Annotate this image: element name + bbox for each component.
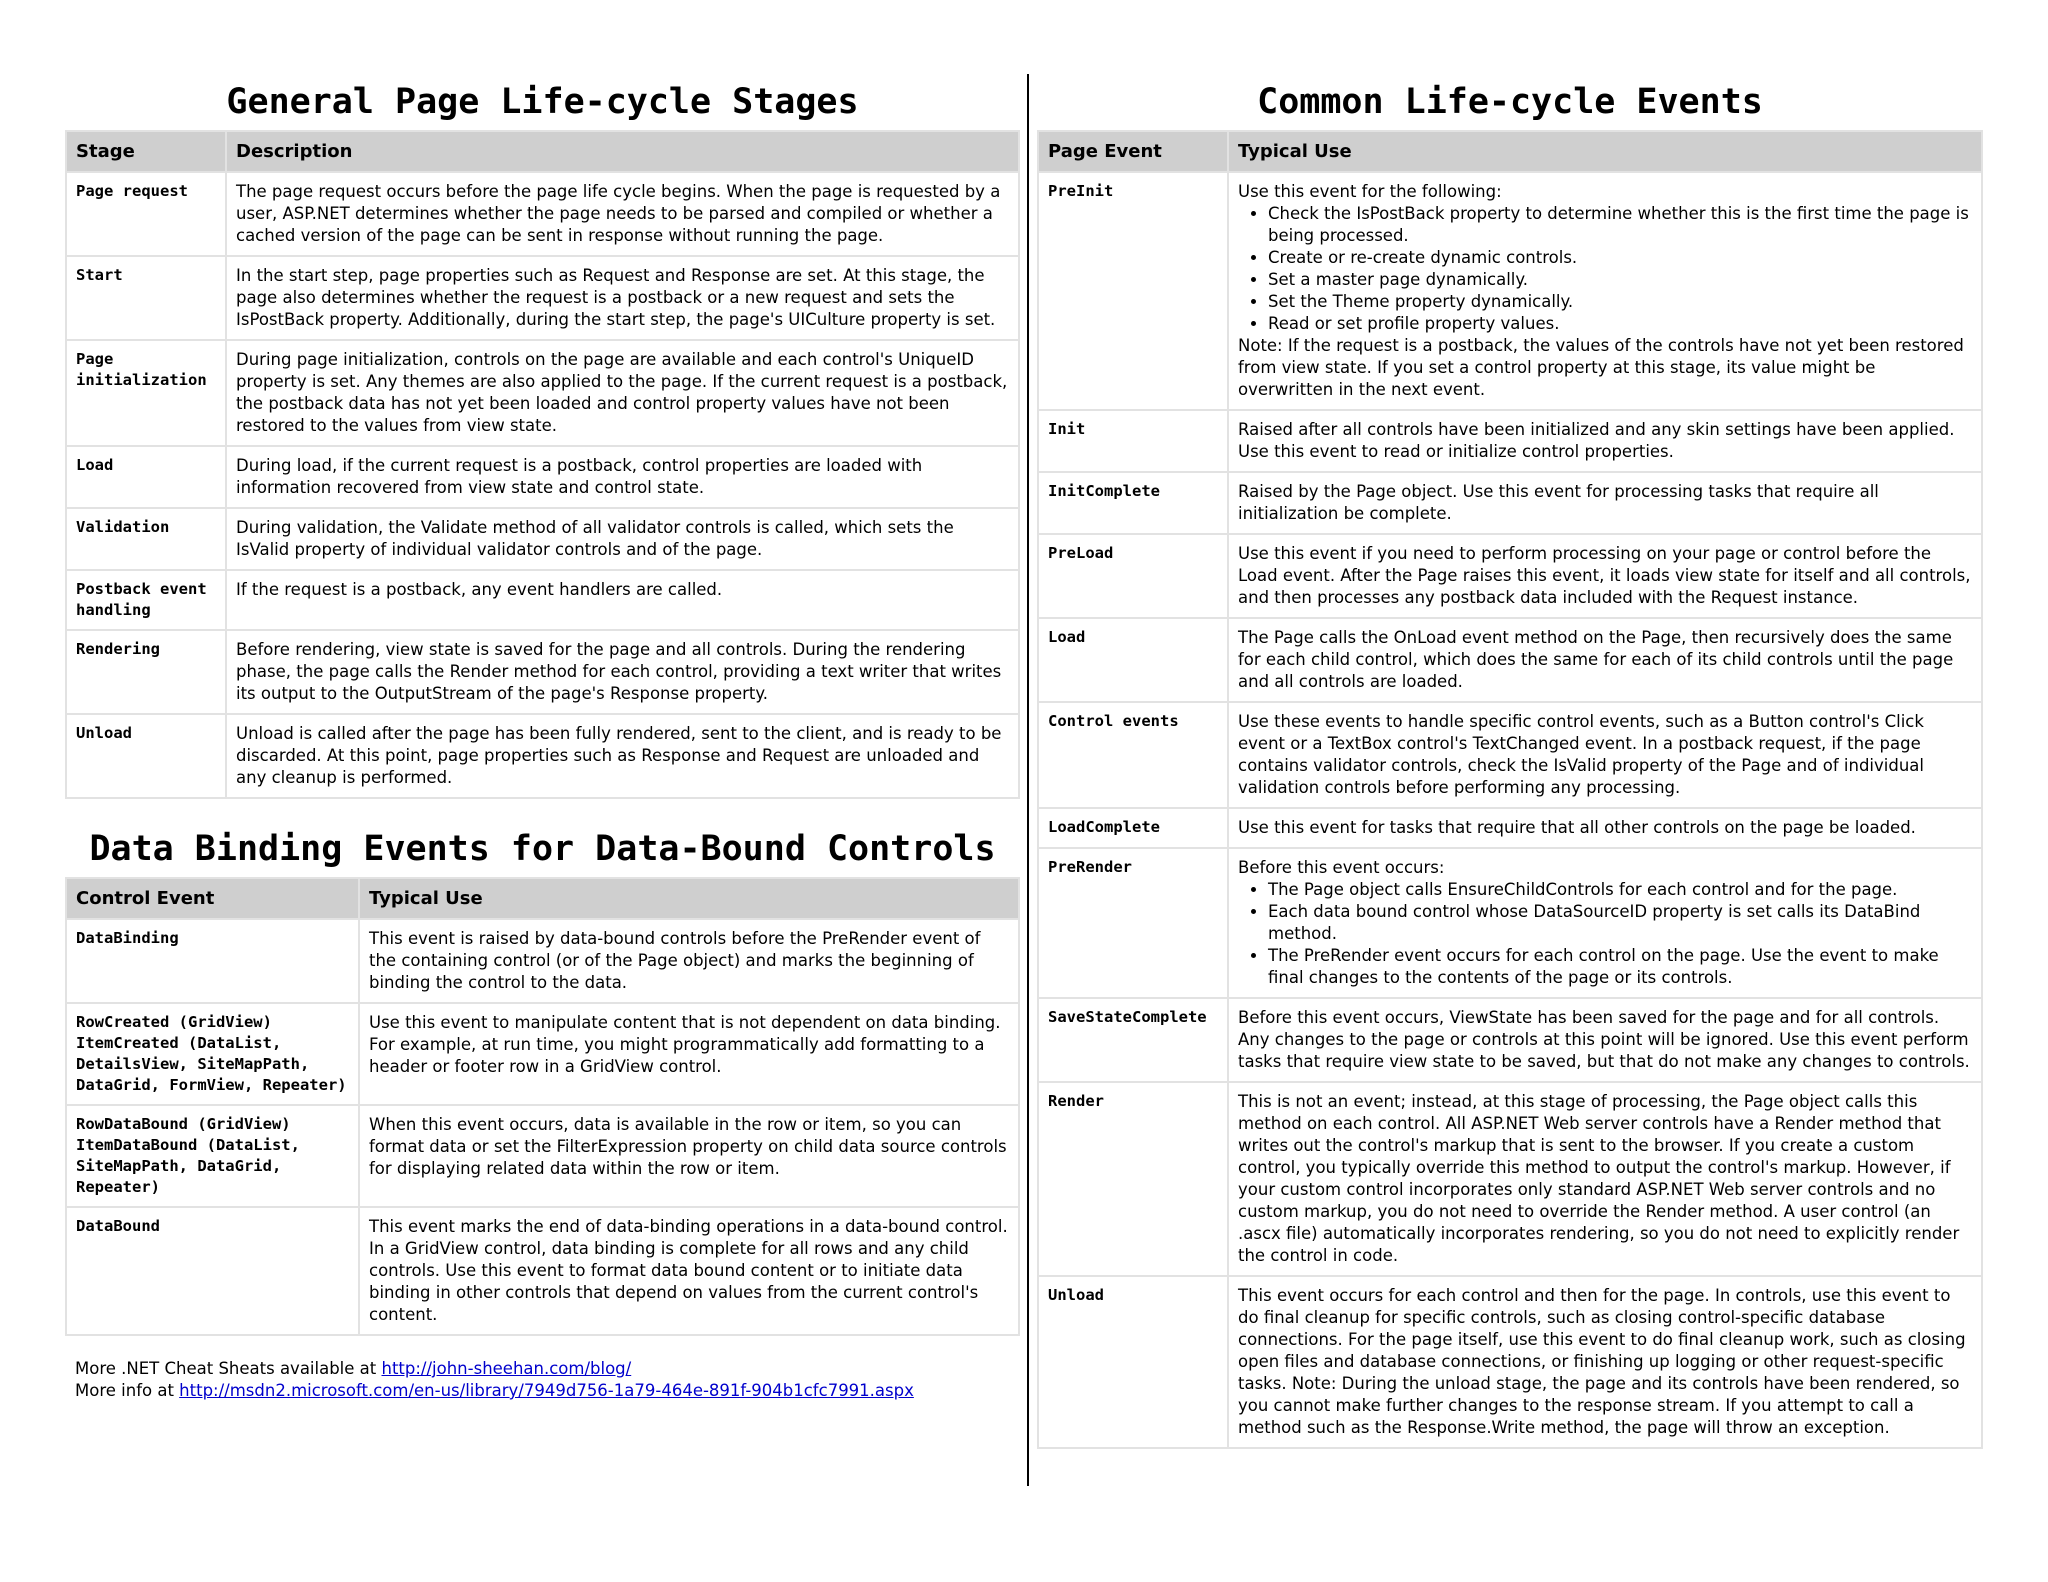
- table-header-row: [66, 878, 1019, 919]
- bullet-item: • Each data bound control whose DataSourceID property is set calls its DataBind method.: [1268, 901, 1972, 945]
- footer-links: [65, 1358, 1020, 1402]
- row-term: DataBound: [66, 1207, 359, 1335]
- row-term: Start: [66, 256, 226, 340]
- bullet-item: • Check the IsPostBack property to determine whether this is the first time the page is being processed.: [1268, 203, 1972, 247]
- events-table: [1037, 130, 1983, 1449]
- row-description: The Page calls the OnLoad event method on the Page, then recursively does the same for each child control, which does the same for each of its child controls until the page and all controls are loaded.: [1228, 618, 1982, 702]
- table-row: [1038, 410, 1982, 472]
- bullet-item: • The Page object calls EnsureChildControls for each control and for the page.: [1268, 879, 1972, 901]
- row-term: DataBinding: [66, 919, 359, 1003]
- right-column: [1037, 70, 1983, 1449]
- binding-title: Data Binding Events for Data-Bound Controls: [89, 829, 996, 869]
- row-description: Raised by the Page object. Use this event for processing tasks that require all initialization be complete.: [1228, 472, 1982, 534]
- column-header: Page Event: [1038, 131, 1228, 172]
- bullet-item: • Set a master page dynamically.: [1268, 269, 1972, 291]
- footer-prefix-1: More .NET Cheat Sheats available at: [75, 1359, 377, 1378]
- table-row: [66, 508, 1019, 570]
- table-row: [66, 446, 1019, 508]
- bullet-item: • Create or re-create dynamic controls.: [1268, 247, 1972, 269]
- row-description: Use this event for tasks that require that all other controls on the page be loaded.: [1228, 808, 1982, 848]
- row-description: The page request occurs before the page life cycle begins. When the page is requested by a user, ASP.NET determines whether the page needs to be parsed and compiled or whether a cached version of the page can be sent in response without running the page.: [226, 172, 1019, 256]
- bullet-item: • Set the Theme property dynamically.: [1268, 291, 1972, 313]
- table-row: [1038, 618, 1982, 702]
- footer-prefix-2: More info at: [75, 1381, 174, 1400]
- column-header: Description: [226, 131, 1019, 172]
- row-description: This event is raised by data-bound controls before the PreRender event of the containing control (or of the Page object) and marks the beginning of binding the control to the data.: [359, 919, 1019, 1003]
- row-term: Load: [1038, 618, 1228, 702]
- blog-link[interactable]: http://john-sheehan.com/blog/: [381, 1359, 632, 1378]
- column-header: Control Event: [66, 878, 359, 919]
- row-term: Unload: [1038, 1276, 1228, 1448]
- row-description: Use this event to manipulate content that is not dependent on data binding. For example, at run time, you might programmatically add formatting to a header or footer row in a GridView control.: [359, 1003, 1019, 1105]
- events-title: Common Life-cycle Events: [1257, 82, 1763, 122]
- event-description: [1228, 172, 1982, 410]
- preinit-intro: Use this event for the following:: [1238, 182, 1502, 201]
- stages-title: General Page Life-cycle Stages: [226, 82, 859, 122]
- row-term: InitComplete: [1038, 472, 1228, 534]
- table-row: [66, 570, 1019, 630]
- event-name: PreRender: [1038, 848, 1228, 998]
- row-term: RowCreated (GridView) ItemCreated (DataList, DetailsView, SiteMapPath, DataGrid, FormView, Repeater): [66, 1003, 359, 1105]
- row-description: Unload is called after the page has been fully rendered, sent to the client, and is ready to be discarded. At this point, page properties such as Response and Request are unloaded and any cleanup is performed.: [226, 714, 1019, 798]
- row-term: Page initialization: [66, 340, 226, 446]
- table-row: [1038, 808, 1982, 848]
- column-header: Stage: [66, 131, 226, 172]
- prerender-intro: Before this event occurs:: [1238, 858, 1445, 877]
- table-row: [66, 1105, 1019, 1207]
- table-row: [66, 714, 1019, 798]
- row-term: Postback event handling: [66, 570, 226, 630]
- row-term: RowDataBound (GridView) ItemDataBound (DataList, SiteMapPath, DataGrid, Repeater): [66, 1105, 359, 1207]
- table-row: [66, 256, 1019, 340]
- column-header: Typical Use: [359, 878, 1019, 919]
- bullet-item: • The PreRender event occurs for each control on the page. Use the event to make final changes to the contents of the page or its controls.: [1268, 945, 1972, 989]
- row-term: Rendering: [66, 630, 226, 714]
- row-description: During page initialization, controls on the page are available and each control's UniqueID property is set. Any themes are also applied to the page. If the current request is a postback, the postback data has not yet been loaded and control property values have not been restored to the values from view state.: [226, 340, 1019, 446]
- table-row: [66, 172, 1019, 256]
- row-term: Validation: [66, 508, 226, 570]
- row-description: Before rendering, view state is saved for the page and all controls. During the rendering phase, the page calls the Render method for each control, providing a text writer that writes its output to the OutputStream of the page's Response property.: [226, 630, 1019, 714]
- table-row: [1038, 472, 1982, 534]
- footer-line-1: [75, 1358, 1020, 1380]
- table-row: [66, 1003, 1019, 1105]
- events-body: [1038, 172, 1982, 410]
- column-divider: [1027, 74, 1029, 1486]
- row-term: SaveStateComplete: [1038, 998, 1228, 1082]
- row-term: LoadComplete: [1038, 808, 1228, 848]
- bullet-item: • Read or set profile property values.: [1268, 313, 1972, 335]
- row-description: This event occurs for each control and then for the page. In controls, use this event to do final cleanup for specific controls, such as closing control-specific database connections. For the page itself, use this event to do final cleanup work, such as closing open files and database connections, or finishing up logging or other request-specific tasks. Note: During the unload stage, the page and its controls have been rendered, so you cannot make further changes to the response stream. If you attempt to call a method such as the Response.Write method, the page will throw an exception.: [1228, 1276, 1982, 1448]
- row-description: During validation, the Validate method of all validator controls is called, which sets the IsValid property of individual validator controls and of the page.: [226, 508, 1019, 570]
- footer-line-2: [75, 1380, 1020, 1402]
- row-term: Load: [66, 446, 226, 508]
- table-row: [66, 630, 1019, 714]
- table-row: [1038, 998, 1982, 1082]
- column-header: Typical Use: [1228, 131, 1982, 172]
- row-term: Init: [1038, 410, 1228, 472]
- row-description: Raised after all controls have been initialized and any skin settings have been applied. Use this event to read or initialize control properties.: [1228, 410, 1982, 472]
- event-description: [1228, 848, 1982, 998]
- row-description: This event marks the end of data-binding operations in a data-bound control. In a GridView control, data binding is complete for all rows and any child controls. Use this event to format data bound content or to initiate data binding in other controls that depend on values from the current control's content.: [359, 1207, 1019, 1335]
- row-term: Unload: [66, 714, 226, 798]
- event-name: PreInit: [1038, 172, 1228, 410]
- msdn-link[interactable]: http://msdn2.microsoft.com/en-us/library/7949d756-1a79-464e-891f-904b1cfc7991.aspx: [179, 1381, 914, 1400]
- binding-body: [66, 919, 1019, 1335]
- left-column: [65, 70, 1020, 1402]
- preinit-note: Note: If the request is a postback, the values of the controls have not yet been restored from view state. If you set a control property at this stage, its value might be overwritten in the next event.: [1238, 336, 1964, 399]
- row-description: Before this event occurs, ViewState has been saved for the page and for all controls. Any changes to the page or controls at this point will be ignored. Use this event perform tasks that require view state to be saved, but that do not make any changes to controls.: [1228, 998, 1982, 1082]
- events-body-prerender: [1038, 848, 1982, 998]
- prerender-bullets: [1238, 879, 1972, 989]
- row-description: This is not an event; instead, at this stage of processing, the Page object calls this method on each control. All ASP.NET Web server controls have a Render method that writes out the control's markup that is sent to the browser. If you create a custom control, you typically override this method to output the control's markup. However, if your custom control incorporates only standard ASP.NET Web server controls and no custom markup, you do not need to override the Render method. A user control (an .ascx file) automatically incorporates rendering, so you do not need to explicitly render the control in code.: [1228, 1082, 1982, 1276]
- table-row: [1038, 172, 1982, 410]
- row-description: Use these events to handle specific control events, such as a Button control's Click event or a TextBox control's TextChanged event. In a postback request, if the page contains validator controls, check the IsValid property of the Page and of individual validation controls before performing any processing.: [1228, 702, 1982, 808]
- row-term: PreLoad: [1038, 534, 1228, 618]
- stages-body: [66, 172, 1019, 798]
- table-row: [66, 1207, 1019, 1335]
- row-description: During load, if the current request is a postback, control properties are loaded with information recovered from view state and control state.: [226, 446, 1019, 508]
- preinit-bullets: [1238, 203, 1972, 335]
- table-header-row: [1038, 131, 1982, 172]
- table-header-row: [66, 131, 1019, 172]
- table-row: [66, 340, 1019, 446]
- row-description: When this event occurs, data is available in the row or item, so you can format data or set the FilterExpression property on child data source controls for displaying related data within the row or item.: [359, 1105, 1019, 1207]
- row-description: If the request is a postback, any event handlers are called.: [226, 570, 1019, 630]
- row-description: Use this event if you need to perform processing on your page or control before the Load event. After the Page raises this event, it loads view state for itself and all controls, and then processes any postback data included with the Request instance.: [1228, 534, 1982, 618]
- row-term: Control events: [1038, 702, 1228, 808]
- table-row: [1038, 848, 1982, 998]
- row-term: Page request: [66, 172, 226, 256]
- row-term: Render: [1038, 1082, 1228, 1276]
- table-row: [1038, 1276, 1982, 1448]
- binding-table: [65, 877, 1020, 1336]
- events-body-a: [1038, 410, 1982, 848]
- stages-table: [65, 130, 1020, 799]
- table-row: [1038, 534, 1982, 618]
- table-row: [1038, 1082, 1982, 1276]
- row-description: In the start step, page properties such as Request and Response are set. At this stage, the page also determines whether the request is a postback or a new request and sets the IsPostBack property. Additionally, during the start step, the page's UICulture property is set.: [226, 256, 1019, 340]
- table-row: [1038, 702, 1982, 808]
- table-row: [66, 919, 1019, 1003]
- events-body-b: [1038, 998, 1982, 1448]
